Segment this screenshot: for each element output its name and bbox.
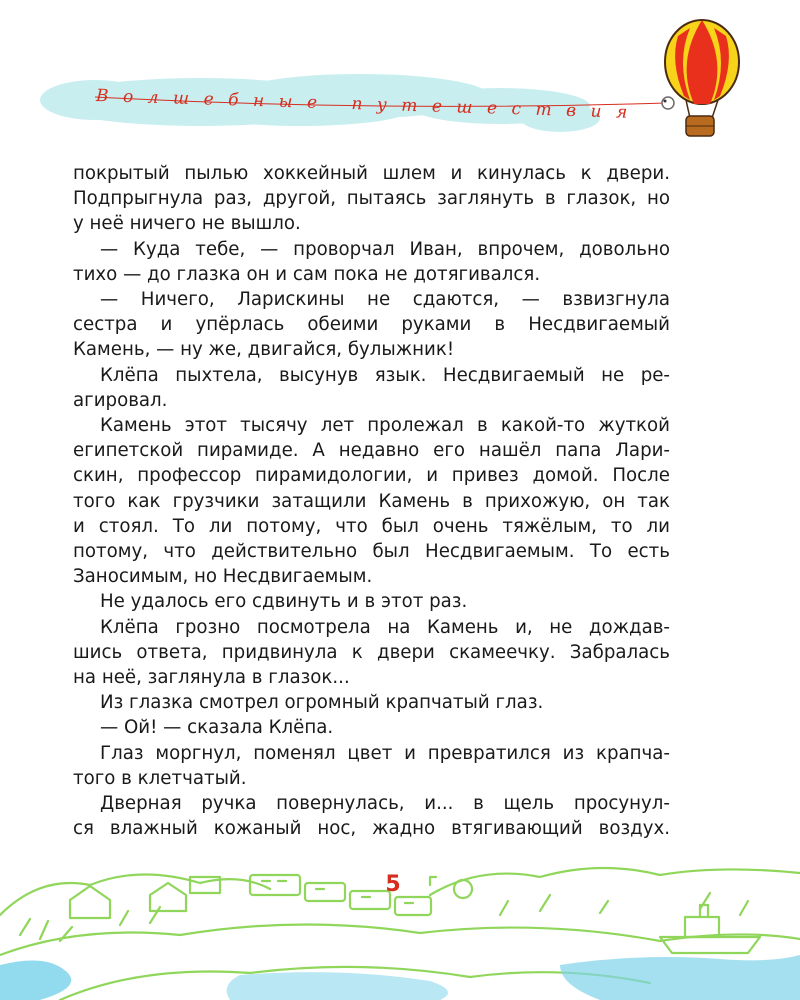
text-line: Клёпа грозно посмотрела на Камень и, не дождав- <box>100 616 670 638</box>
grass-strokes <box>20 893 748 941</box>
river-shape <box>227 972 448 1000</box>
text-line: покрытый пылью хоккейный шлем и кинулась к двери. <box>73 163 670 184</box>
story-text <box>73 161 670 841</box>
page-number: 5 <box>385 872 401 897</box>
text-line: того в клетчатый. <box>73 767 247 789</box>
text-line: Клёпа пыхтела, высунув язык. Несдвигаемый не ре- <box>100 364 670 386</box>
hot-air-balloon-icon <box>662 20 739 136</box>
text-line: Глаз моргнул, поменял цвет и превратился из крапча- <box>100 742 670 764</box>
text-line: скин, профессор пирамидологии, и привез домой. После <box>73 465 670 487</box>
hill-shape <box>0 924 800 955</box>
text-line: Дверная ручка повернулась, и... в щель просунул- <box>100 793 670 815</box>
train-icon <box>250 875 436 915</box>
text-line: тихо — до глазка он и сам пока не дотягивался. <box>73 263 541 285</box>
river-shape <box>560 955 800 1000</box>
text-line: и стоял. То ли потому, что был очень тяжёлым, то ли <box>73 515 670 537</box>
text-line: потому, что действительно был Несдвигаемым. То есть <box>73 541 670 563</box>
page-footer <box>0 855 800 1000</box>
text-line: Камень, — ну же, двигайся, булыжник! <box>73 339 455 361</box>
series-title: Волшебные путешествия <box>95 86 643 124</box>
text-line: Заносимым, но Несдвигаемым. <box>73 566 373 588</box>
text-line: на неё, заглянула в глазок... <box>73 667 350 689</box>
text-line: Не удалось его сдвинуть и в этот раз. <box>100 591 468 613</box>
text-line: ся влажный кожаный нос, жадно втягивающий воздух. <box>73 818 670 840</box>
text-line: — Куда тебе, — проворчал Иван, впрочем, довольно <box>100 238 670 260</box>
text-line: сестра и упёрлась обеими руками в Несдвигаемый <box>73 314 670 336</box>
river-shape <box>0 960 71 1000</box>
text-line: Подпрыгнула раз, другой, пытаясь заглянуть в глазок, но <box>73 188 670 210</box>
text-line: египетской пирамиде. А недавно его нашёл папа Лари- <box>73 440 670 462</box>
text-line: агировал. <box>73 389 168 411</box>
sun-icon <box>454 880 472 898</box>
text-line: шись ответа, придвинула к двери скамеечку. Забралась <box>73 641 670 663</box>
header-illustration <box>0 0 800 160</box>
text-line: у неё ничего не вышло. <box>73 213 301 235</box>
text-line: — Ничего, Ларискины не сдаются, — взвизгнула <box>100 289 670 311</box>
hill-shape <box>0 874 270 915</box>
text-line: того как грузчики затащили Камень в прихожую, он так <box>73 490 670 512</box>
page-header <box>0 0 800 160</box>
ship-icon <box>660 905 760 953</box>
text-line: Из глазка смотрел огромный крапчатый глаз. <box>100 692 544 714</box>
text-line: — Ой! — сказала Клёпа. <box>100 717 334 739</box>
text-line: Камень этот тысячу лет пролежал в какой-то жуткой <box>100 415 670 437</box>
hill-shape <box>430 868 800 895</box>
